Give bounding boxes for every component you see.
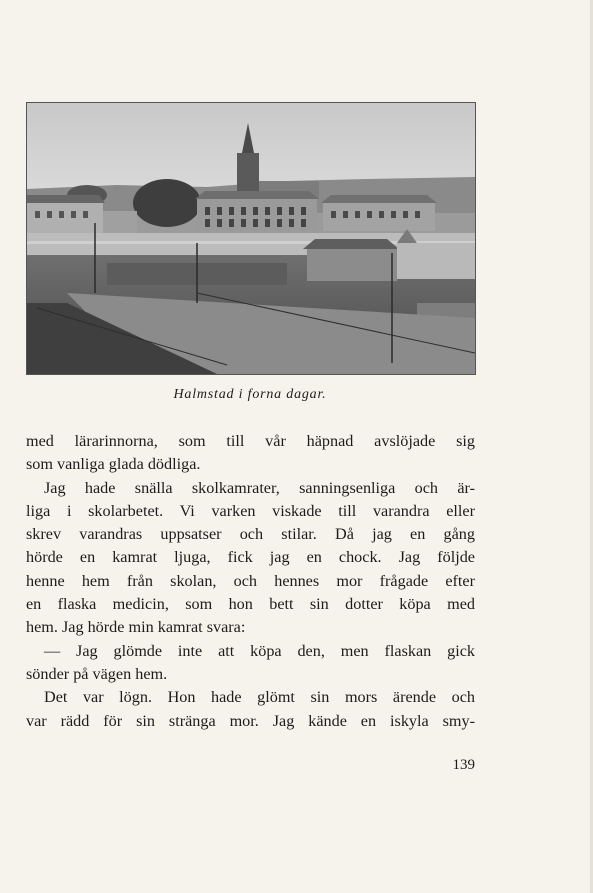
- historic-photo-halmstad: [26, 102, 476, 375]
- body-text: [26, 430, 475, 733]
- text-line: skrev varandras uppsatser och stilar. Då jag en gång: [26, 525, 475, 544]
- text-line: en flaska medicin, som hon bett sin dotter köpa med: [26, 595, 475, 614]
- text-line: sönder på vägen hem.: [26, 664, 168, 683]
- text-line: med lärarinnorna, som till vår häpnad avslöjade sig: [26, 432, 475, 450]
- text-line: som vanliga glada dödliga.: [26, 455, 201, 474]
- text-line: Det var lögn. Hon hade glömt sin mors ärende och: [44, 688, 475, 707]
- text-line: var rädd för sin stränga mor. Jag kände en iskyla smy-: [26, 711, 475, 730]
- text-line: — Jag glömde inte att köpa den, men flaskan gick: [44, 641, 475, 660]
- text-line: hem. Jag hörde min kamrat svara:: [26, 618, 246, 637]
- page-number: 139: [452, 757, 475, 773]
- text-line: hörde en kamrat ljuga, fick jag en chock. Jag följde: [26, 548, 475, 567]
- figure-caption: Halmstad i forna dagar.: [173, 387, 327, 402]
- text-line: Jag hade snälla skolkamrater, sanningsenliga och är-: [44, 478, 475, 497]
- text-line: henne hem från skolan, och hennes mor frågade efter: [26, 571, 475, 590]
- text-line: liga i skolarbetet. Vi varken viskade till varandra eller: [26, 501, 475, 520]
